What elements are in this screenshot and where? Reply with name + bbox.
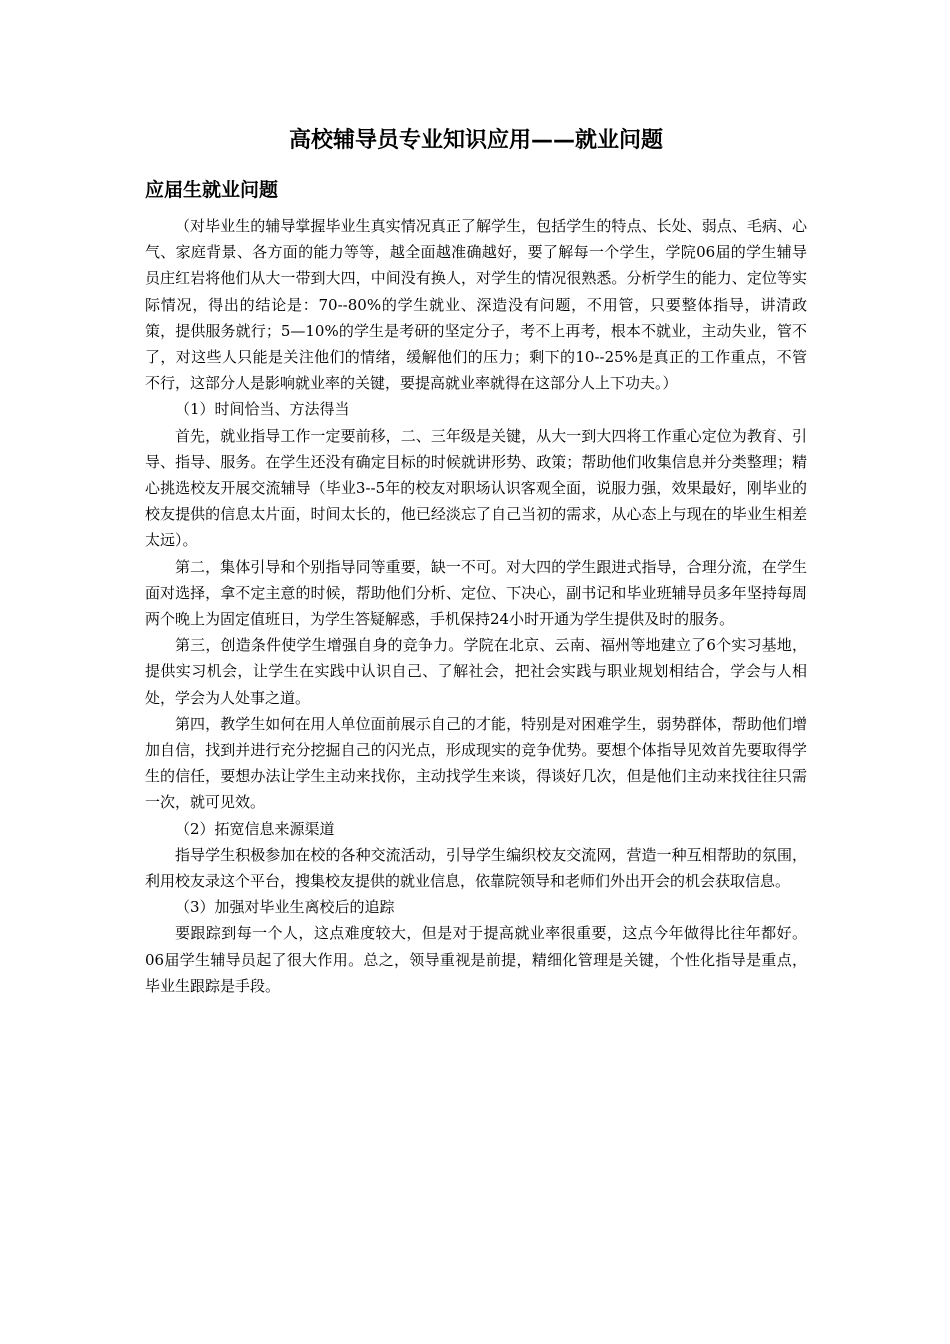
document-title: 高校辅导员专业知识应用——就业问题 bbox=[288, 128, 663, 153]
subheading-1: （1）时间恰当、方法得当 bbox=[175, 400, 350, 419]
subheading-3: （3）加强对毕业生离校后的追踪 bbox=[175, 898, 395, 917]
paragraph-second: 第二，集体引导和个别指导同等重要，缺一不可。对大四的学生跟进式指导，合理分流，在学生面对选择，拿不定主意的时候，帮助他们分析、定位、下决心，副书记和毕业班辅导员多年坚持每周两个晚上为固定值班日，为学生答疑解惑，手机保持24小时开通为学生提供及时的服务。 bbox=[145, 557, 807, 629]
section-heading: 应届生就业问题 bbox=[145, 179, 279, 201]
document-body bbox=[145, 213, 807, 999]
paragraph-info-channels: 指导学生积极参加在校的各种交流活动，引导学生编织校友交流网，营造一种互相帮助的氛围，利用校友录这个平台，搜集校友提供的就业信息，依靠院领导和老师们外出开会的机会获取信息。 bbox=[145, 845, 807, 891]
intro-paragraph: （对毕业生的辅导掌握毕业生真实情况真正了解学生，包括学生的特点、长处、弱点、毛病、心气、家庭背景、各方面的能力等等，越全面越准确越好，要了解每一个学生，学院06届的学生辅导员庄红岩将他们从大一带到大四，中间没有换人，对学生的情况很熟悉。分析学生的能力、定位等实际情况，得出的结论是：70--80%的学生就业、深造没有问题，不用管，只要整体指导，讲清政策，提供服务就行；5—10%的学生是考研的坚定分子，考不上再考，根本不就业，主动失业，管不了，对这些人只能是关注他们的情绪，缓解他们的压力；剩下的10--25%是真正的工作重点，不管不行，这部分人是影响就业率的关键，要提高就业率就得在这部分人上下功夫。） bbox=[145, 217, 807, 393]
paragraph-fourth: 第四，教学生如何在用人单位面前展示自己的才能，特别是对困难学生，弱势群体，帮助他们增加自信，找到并进行充分挖掘自己的闪光点，形成现实的竞争优势。要想个体指导见效首先要取得学生的信任，要想办法让学生主动来找你，主动找学生来谈，得谈好几次，但是他们主动来找往往只需一次，就可见效。 bbox=[145, 714, 807, 812]
paragraph-third: 第三，创造条件使学生增强自身的竞争力。学院在北京、云南、福州等地建立了6个实习基地，提供实习机会，让学生在实践中认识自己、了解社会，把社会实践与职业规划相结合，学会与人相处，学会为人处事之道。 bbox=[145, 636, 807, 707]
subheading-2: （2）拓宽信息来源渠道 bbox=[175, 819, 335, 838]
paragraph-first: 首先，就业指导工作一定要前移，二、三年级是关键，从大一到大四将工作重心定位为教育、引导、指导、服务。在学生还没有确定目标的时候就讲形势、政策；帮助他们收集信息并分类整理；精心挑选校友开展交流辅导（毕业3--5年的校友对职场认识客观全面，说服力强，效果最好，刚毕业的校友提供的信息太片面，时间太长的，他已经淡忘了自己当初的需求，从心态上与现在的毕业生相差太远）。 bbox=[145, 426, 807, 550]
paragraph-tracking: 要跟踪到每一个人，这点难度较大，但是对于提高就业率很重要，这点今年做得比往年都好。06届学生辅导员起了很大作用。总之，领导重视是前提，精细化管理是关键，个性化指导是重点，毕业生跟踪是手段。 bbox=[145, 924, 807, 995]
